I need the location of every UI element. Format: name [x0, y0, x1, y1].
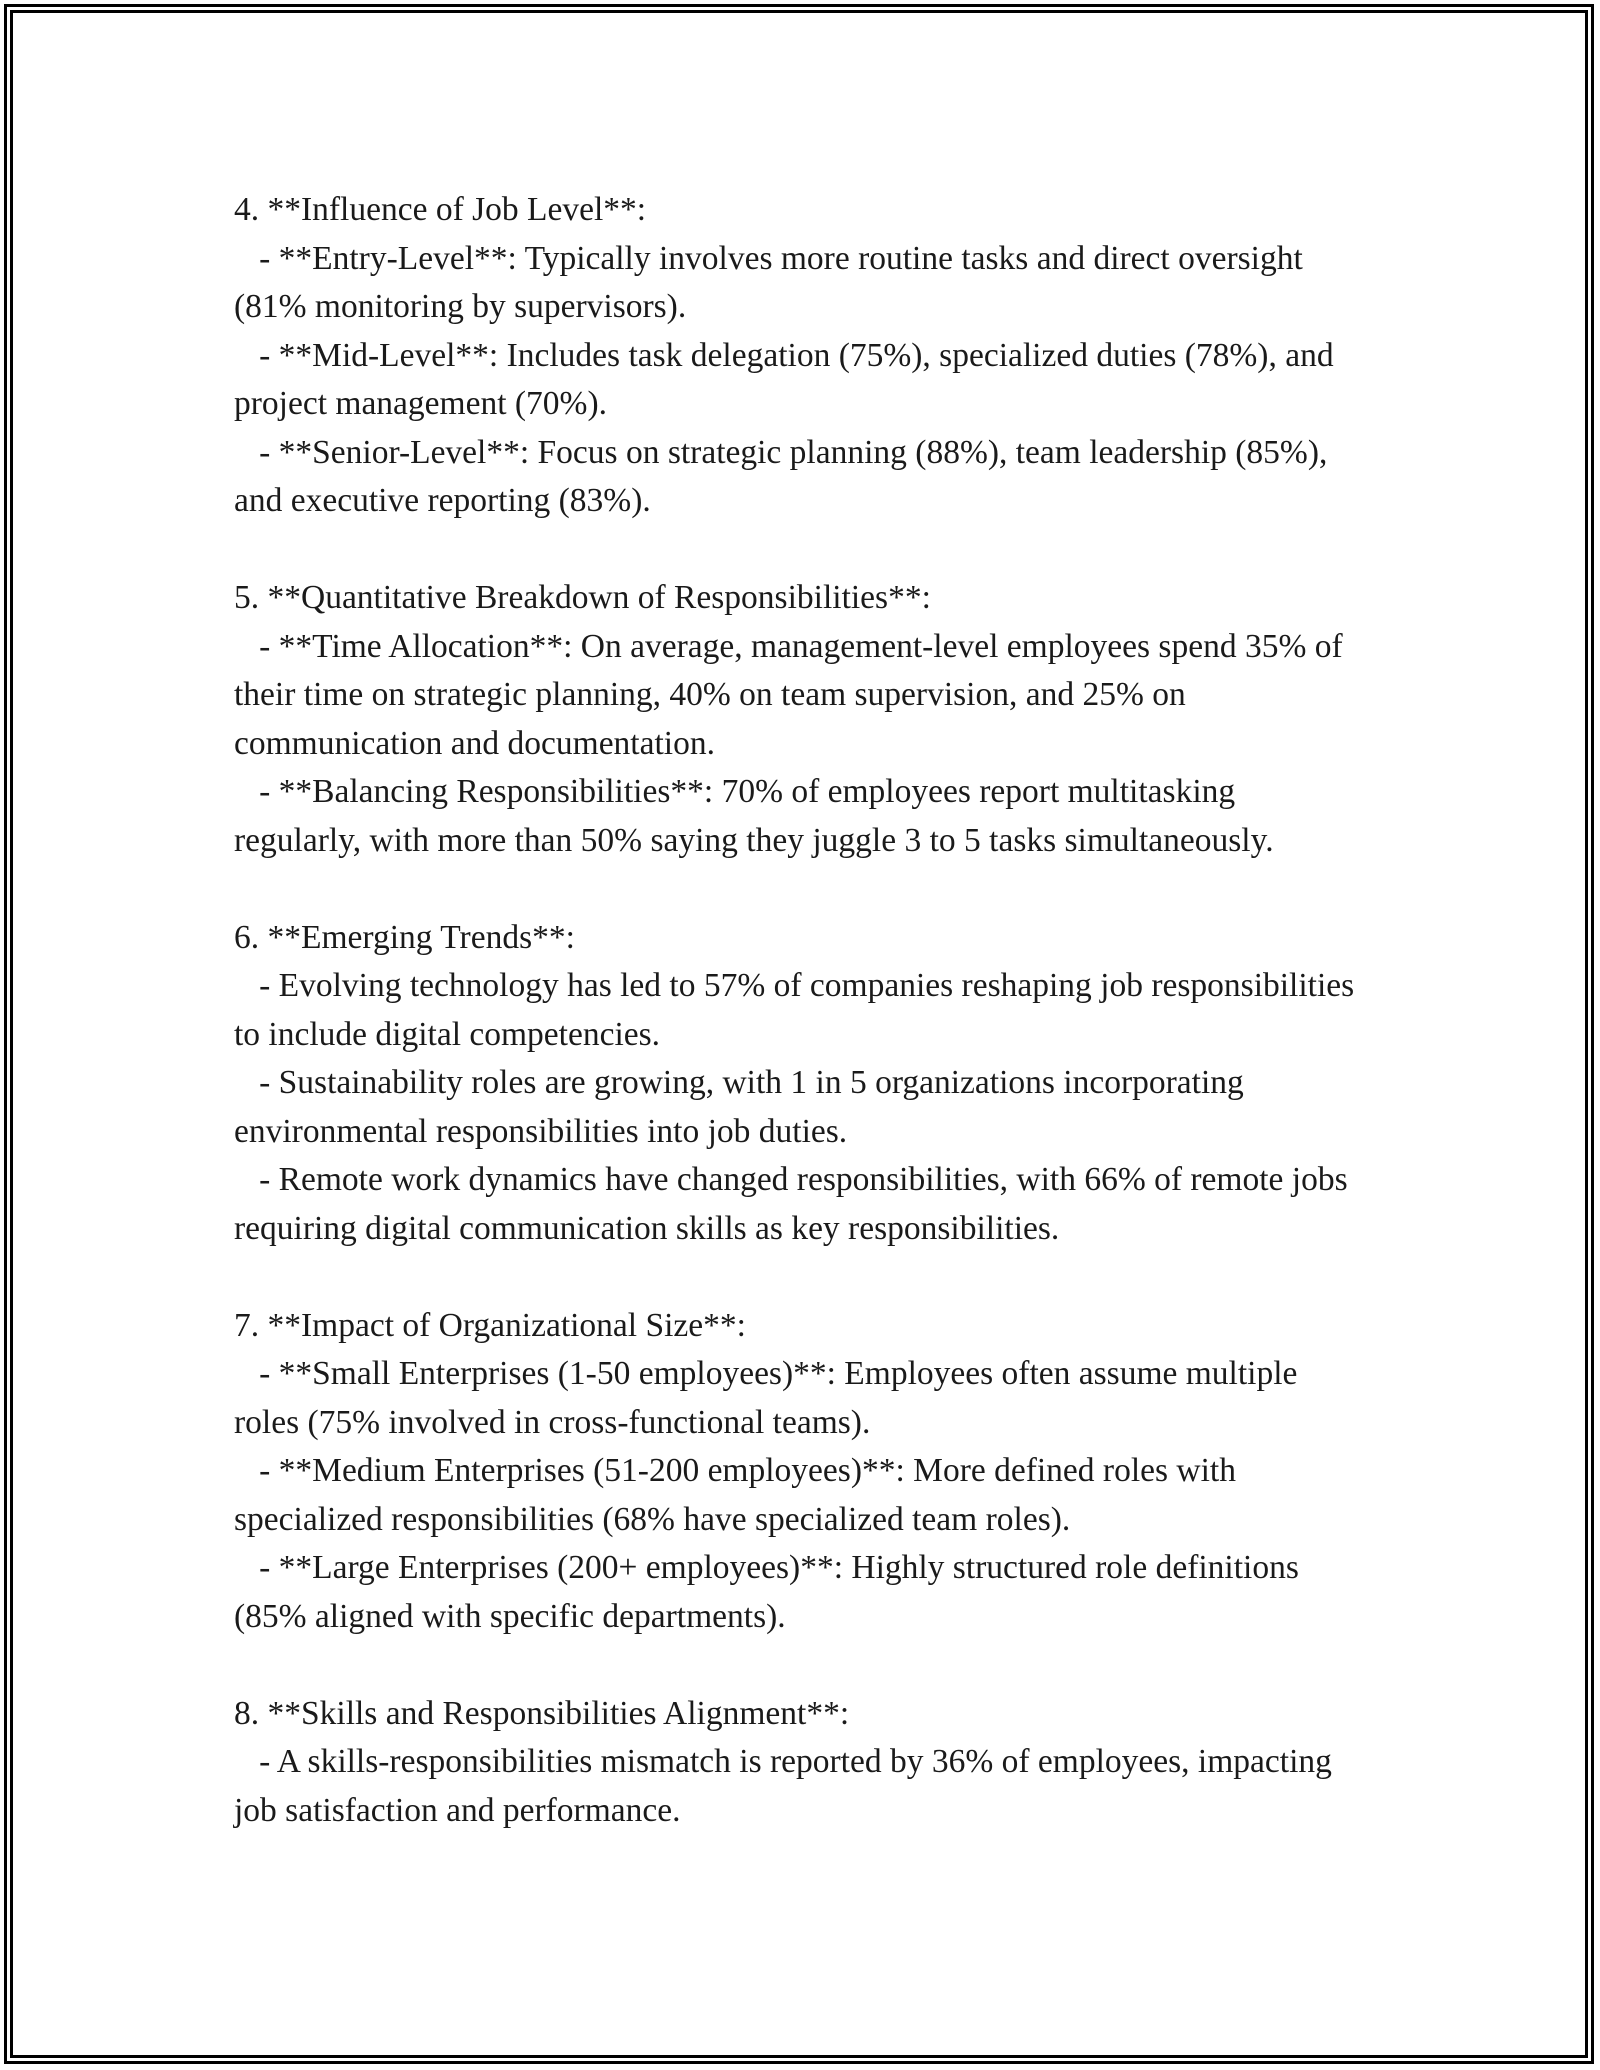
section-heading: 8. **Skills and Responsibilities Alignment**:: [234, 1694, 850, 1732]
list-item: - **Large Enterprises (200+ employees)**: Highly structured role definitions (85% aligned with specific departments).: [234, 1549, 1308, 1635]
section-heading: 6. **Emerging Trends**:: [234, 918, 575, 956]
section-quantitative-breakdown: [234, 574, 1364, 865]
section-heading: 5. **Quantitative Breakdown of Responsibilities**:: [234, 579, 931, 616]
list-item: - **Time Allocation**: On average, management-level employees spend 35% of their time on strategic planning, 40% on team supervision, and 25% on communication and documentation.: [234, 627, 1351, 762]
list-item: - Sustainability roles are growing, with 1 in 5 organizations incorporating environmental responsibilities into job duties.: [234, 1064, 1253, 1150]
list-item: - Remote work dynamics have changed responsibilities, with 66% of remote jobs requiring digital communication skills as key responsibilities.: [234, 1161, 1357, 1247]
section-job-level: [234, 186, 1364, 526]
list-item: - A skills-responsibilities mismatch is reported by 36% of employees, impacting job satisfaction and performance.: [234, 1743, 1341, 1829]
list-item: - **Small Enterprises (1-50 employees)**: Employees often assume multiple roles (75% involved in cross-functional teams).: [234, 1355, 1306, 1441]
section-heading: 7. **Impact of Organizational Size**:: [234, 1306, 746, 1344]
section-heading: 4. **Influence of Job Level**:: [234, 191, 647, 228]
list-item: - **Mid-Level**: Includes task delegation (75%), specialized duties (78%), and project management (70%).: [234, 336, 1342, 422]
list-item: - **Senior-Level**: Focus on strategic planning (88%), team leadership (85%), and executive reporting (83%).: [234, 433, 1336, 519]
list-item: - **Medium Enterprises (51-200 employees)**: More defined roles with specialized responsibilities (68% have specialized team roles).: [234, 1452, 1245, 1538]
list-item: - **Entry-Level**: Typically involves more routine tasks and direct oversight (81% monitoring by supervisors).: [234, 239, 1312, 325]
section-organizational-size: [234, 1302, 1364, 1642]
list-item: - **Balancing Responsibilities**: 70% of employees report multitasking regularly, with more than 50% saying they juggle 3 to 5 tasks simultaneously.: [234, 773, 1274, 859]
section-skills-alignment: [234, 1690, 1364, 1836]
list-item: - Evolving technology has led to 57% of companies reshaping job responsibilities to include digital competencies.: [234, 967, 1363, 1053]
section-emerging-trends: [234, 914, 1364, 1254]
document-body: [234, 186, 1364, 1835]
